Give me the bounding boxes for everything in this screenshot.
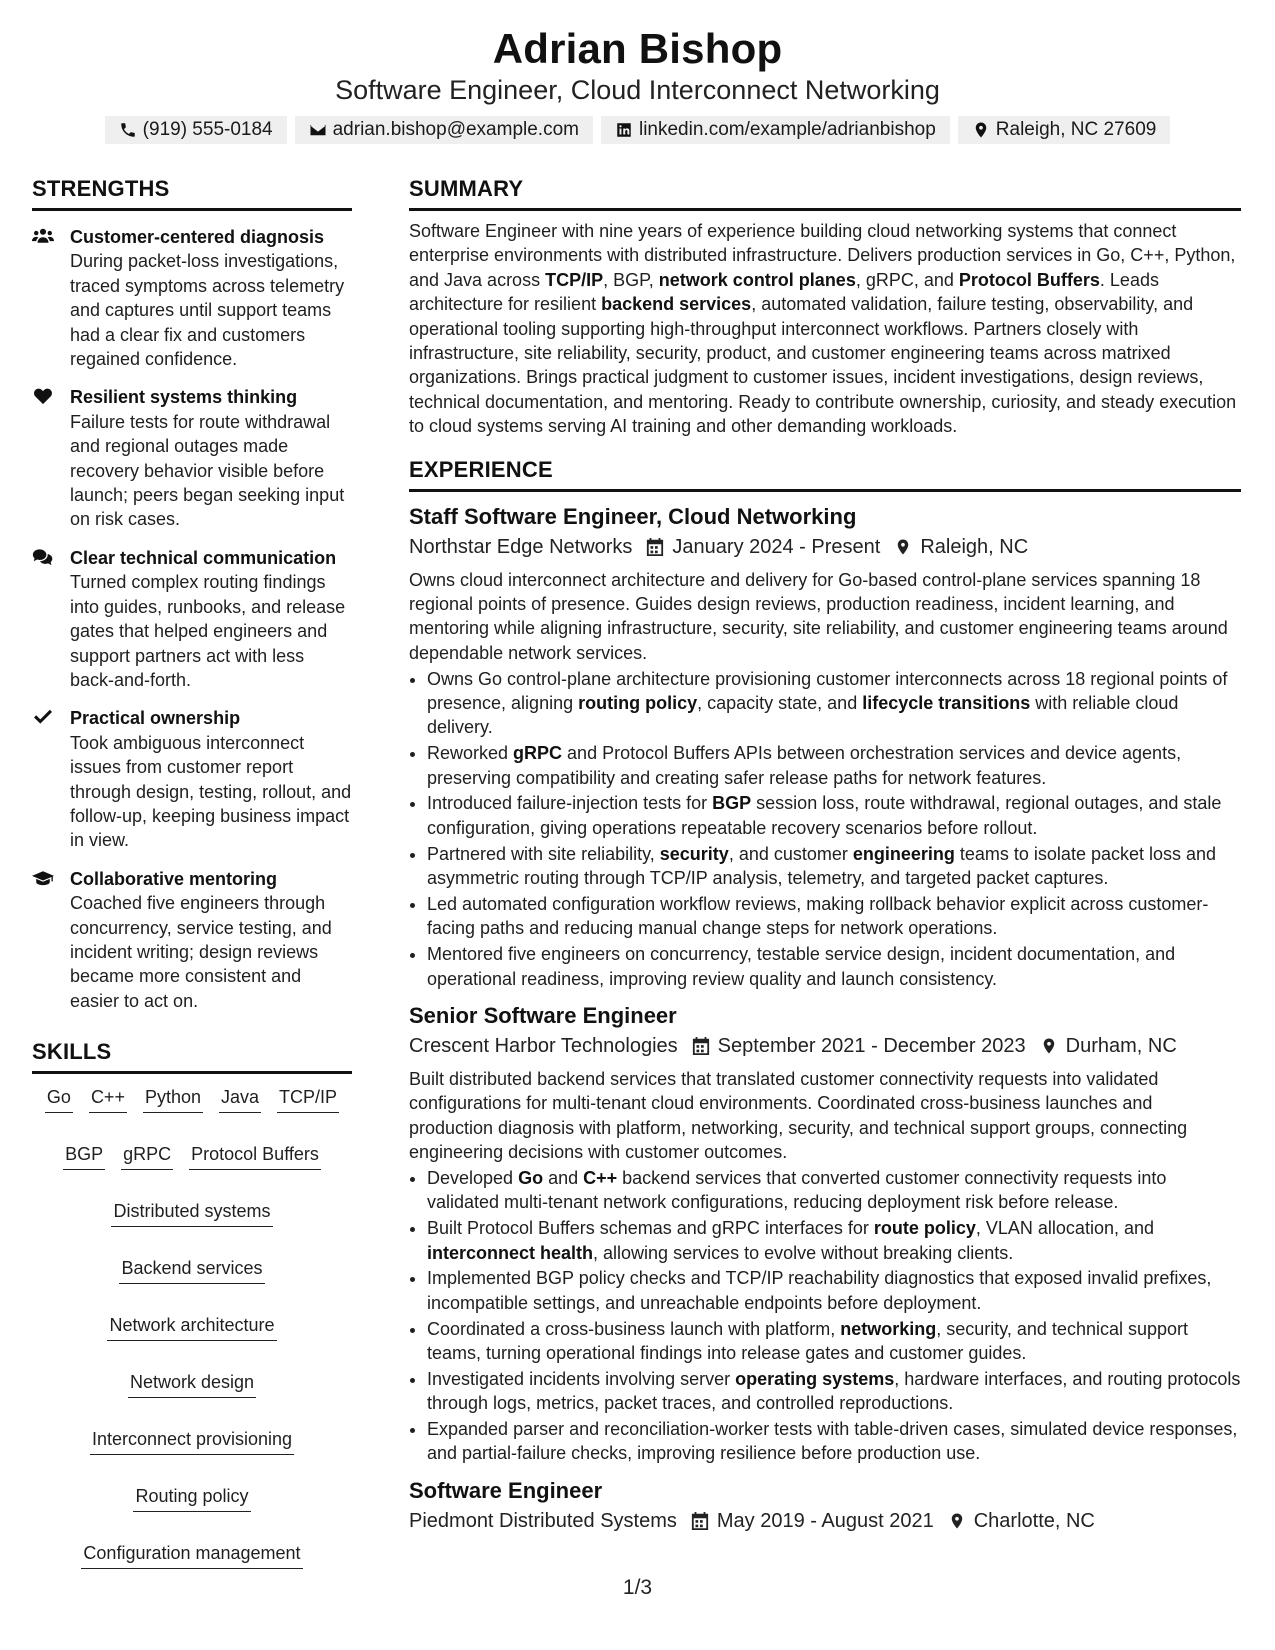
job-bullet: • Developed Go and C++ backend services that converted customer connectivity requests into validated multi-tenant network configurations, reducing deployment risk before release. — [427, 1166, 1241, 1215]
job-entry — [409, 1001, 1241, 1466]
job-bullet: • Investigated incidents involving server operating systems, hardware interfaces, and routing protocols through logs, metrics, packet traces, and controlled reproductions. — [427, 1367, 1241, 1416]
job-bullet: • Owns Go control-plane architecture provisioning customer interconnects across 18 regional points of presence, aligning routing policy, capacity state, and lifecycle transitions with reliable cloud delivery. — [427, 667, 1241, 740]
skill-tag: Python — [143, 1084, 203, 1113]
graduation-cap-icon — [32, 869, 54, 887]
contact-linkedin-text: linkedin.com/example/adrianbishop — [638, 119, 936, 140]
job-entry — [409, 502, 1241, 991]
strength-item — [32, 867, 352, 1013]
resume-header — [0, 0, 1275, 144]
job-company: Northstar Edge Networks — [409, 535, 633, 558]
job-bullet: • Mentored five engineers on concurrency, testable service design, incident documentation, and operational readiness, improving review quality and launch consistency. — [427, 942, 1241, 991]
skill-tag: BGP — [63, 1141, 105, 1170]
job-location: Charlotte, NC — [973, 1509, 1095, 1532]
skill-tag: Configuration management — [81, 1540, 302, 1569]
skill-tag: Routing policy — [133, 1483, 250, 1512]
job-bullet: • Reworked gRPC and Protocol Buffers APIs between orchestration services and device agents, preserving compatibility and creating safer release paths for network features. — [427, 741, 1241, 790]
job-meta — [409, 532, 1241, 562]
job-bullet: • Introduced failure-injection tests for BGP session loss, route withdrawal, regional outages, and stale configuration, giving operations repeatable recovery scenarios before rollout. — [427, 791, 1241, 840]
skill-tag: Distributed systems — [111, 1198, 272, 1227]
calendar-icon — [691, 1511, 709, 1531]
contact-phone[interactable] — [105, 116, 287, 144]
strength-title: Customer-centered diagnosis — [70, 227, 325, 247]
contact-location-text: Raleigh, NC 27609 — [995, 119, 1157, 140]
skill-tag: gRPC — [121, 1141, 173, 1170]
job-entry — [409, 1476, 1241, 1536]
strength-title: Resilient systems thinking — [70, 387, 298, 408]
linkedin-icon — [615, 121, 633, 139]
job-company: Piedmont Distributed Systems — [409, 1509, 677, 1532]
skill-tag: Interconnect provisioning — [90, 1426, 294, 1455]
job-bullet: • Coordinated a cross-business launch with platform, networking, security, and technical support teams, turning operational findings into release gates and customer guides. — [427, 1317, 1241, 1366]
strength-title: Practical ownership — [70, 708, 241, 729]
contact-linkedin[interactable] — [601, 116, 950, 144]
candidate-headline: Software Engineer, Cloud Interconnect Networking — [335, 75, 940, 105]
calendar-icon — [692, 1036, 710, 1056]
job-title: Senior Software Engineer — [409, 1002, 677, 1028]
strength-title: Clear technical communication — [70, 547, 337, 568]
job-bullets — [409, 667, 1241, 991]
contact-bar — [0, 116, 1275, 144]
job-bullet: • Expanded parser and reconciliation-worker tests with table-driven cases, simulated device responses, and partial-failure checks, improving resilience before production use. — [427, 1417, 1241, 1466]
contact-email[interactable] — [295, 116, 593, 144]
contact-email-text: adrian.bishop@example.com — [332, 119, 579, 140]
job-meta — [409, 1031, 1241, 1061]
contact-location — [958, 116, 1171, 144]
map-pin-icon — [972, 121, 990, 139]
skill-tag: TCP/IP — [277, 1084, 339, 1113]
job-location: Durham, NC — [1065, 1034, 1177, 1057]
skills-list — [32, 1084, 352, 1569]
skill-tag: C++ — [89, 1084, 127, 1113]
skill-tag: Network design — [128, 1369, 256, 1398]
strength-title: Collaborative mentoring — [70, 868, 278, 889]
job-location: Raleigh, NC — [920, 535, 1029, 558]
job-bullet: • Built Protocol Buffers schemas and gRPC interfaces for route policy, VLAN allocation, and interconnect health, allowing services to evolve without breaking clients. — [427, 1216, 1241, 1265]
skills-heading: SKILLS — [32, 1039, 352, 1074]
heart-icon — [32, 387, 54, 405]
map-pin-icon — [1040, 1036, 1058, 1056]
map-pin-icon — [894, 537, 912, 557]
users-icon — [32, 227, 54, 245]
skill-tag: Backend services — [119, 1255, 264, 1284]
summary-text: Software Engineer with nine years of experience building cloud networking systems that connect enterprise environments with distributed infrastructure. Delivers production services in Go, C++, Python, and Java across TCP/IP, BGP, network control planes, gRPC, and Protocol Buffers. Leads architecture for resilient backend services, automated validation, failure testing, observability, and operational tooling supporting high-throughput interconnect workflows. Partners closely with infrastructure, site reliability, security, product, and customer engineering teams across matrixed organizations. Brings practical judgment to customer issues, incident investigations, design reviews, technical documentation, and mentoring. Ready to contribute ownership, curiosity, and steady execution to cloud systems serving AI training and other demanding workloads. — [409, 221, 1237, 437]
calendar-icon — [646, 537, 664, 557]
job-dates: May 2019 - August 2021 — [716, 1509, 934, 1532]
comments-icon — [32, 548, 54, 566]
experience-heading: EXPERIENCE — [409, 457, 1241, 492]
job-title: Staff Software Engineer, Cloud Networking — [409, 503, 857, 529]
right-column — [409, 176, 1241, 1536]
candidate-name: Adrian Bishop — [492, 25, 783, 72]
job-bullet: • Partnered with site reliability, security, and customer engineering teams to isolate packet loss and asymmetric routing through TCP/IP analysis, telemetry, and targeted packet captures. — [427, 842, 1241, 891]
skill-tag: Network architecture — [107, 1312, 276, 1341]
map-pin-icon — [948, 1511, 966, 1531]
strength-item — [32, 385, 352, 531]
strength-item — [32, 706, 352, 852]
job-description: Built distributed backend services that translated customer connectivity requests into validated configurations for multi-tenant cloud environments. Coordinated cross-business launches and production diagnosis with platform, networking, security, and technical support groups, connecting engineering decisions with customer outcomes. — [409, 1068, 1188, 1163]
summary-heading: SUMMARY — [409, 176, 1241, 211]
strength-text: During packet-loss investigations, traced symptoms across telemetry and captures until support teams had a clear fix and customers regained confidence. — [70, 251, 345, 370]
strength-text: Failure tests for route withdrawal and regional outages made recovery behavior visible before launch; peers began seeking input on risk cases. — [70, 411, 345, 530]
skill-tag: Go — [45, 1084, 73, 1113]
check-icon — [32, 708, 54, 726]
job-title: Software Engineer — [409, 1477, 603, 1503]
job-dates: September 2021 - December 2023 — [717, 1034, 1026, 1057]
strength-item — [32, 225, 352, 371]
left-column — [32, 176, 352, 1569]
strength-text: Took ambiguous interconnect issues from customer report through design, testing, rollout, and follow-up, keeping business impact in view. — [70, 732, 352, 851]
strength-text: Turned complex routing findings into guides, runbooks, and release gates that helped engineers and support partners act with less back-and-forth. — [70, 572, 346, 690]
job-bullet: • Led automated configuration workflow reviews, making rollback behavior explicit across customer-facing paths and reducing manual change steps for network operations. — [427, 892, 1241, 941]
strengths-heading: STRENGTHS — [32, 176, 352, 211]
phone-icon — [119, 121, 137, 139]
skill-tag: Java — [219, 1084, 261, 1113]
job-description: Owns cloud interconnect architecture and delivery for Go-based control-plane services spanning 18 regional points of presence. Guides design reviews, production readiness, incident learning, and mentoring while aligning infrastructure, security, site reliability, and customer engineering teams around dependable network services. — [409, 569, 1228, 663]
contact-phone-text: (919) 555-0184 — [142, 119, 273, 140]
job-meta — [409, 1506, 1241, 1536]
page-number: 1/3 — [622, 1576, 653, 1599]
job-bullets — [409, 1166, 1241, 1466]
strength-item — [32, 546, 352, 692]
job-bullet: • Implemented BGP policy checks and TCP/IP reachability diagnostics that exposed invalid prefixes, incompatible settings, and unreachable endpoints before deployment. — [427, 1266, 1241, 1315]
job-company: Crescent Harbor Technologies — [409, 1034, 678, 1057]
strength-text: Coached five engineers through concurrency, service testing, and incident writing; design reviews became more consistent and easier to act on. — [70, 893, 332, 1011]
skill-tag: Protocol Buffers — [189, 1141, 321, 1170]
envelope-icon — [309, 121, 327, 139]
job-dates: January 2024 - Present — [672, 535, 881, 558]
